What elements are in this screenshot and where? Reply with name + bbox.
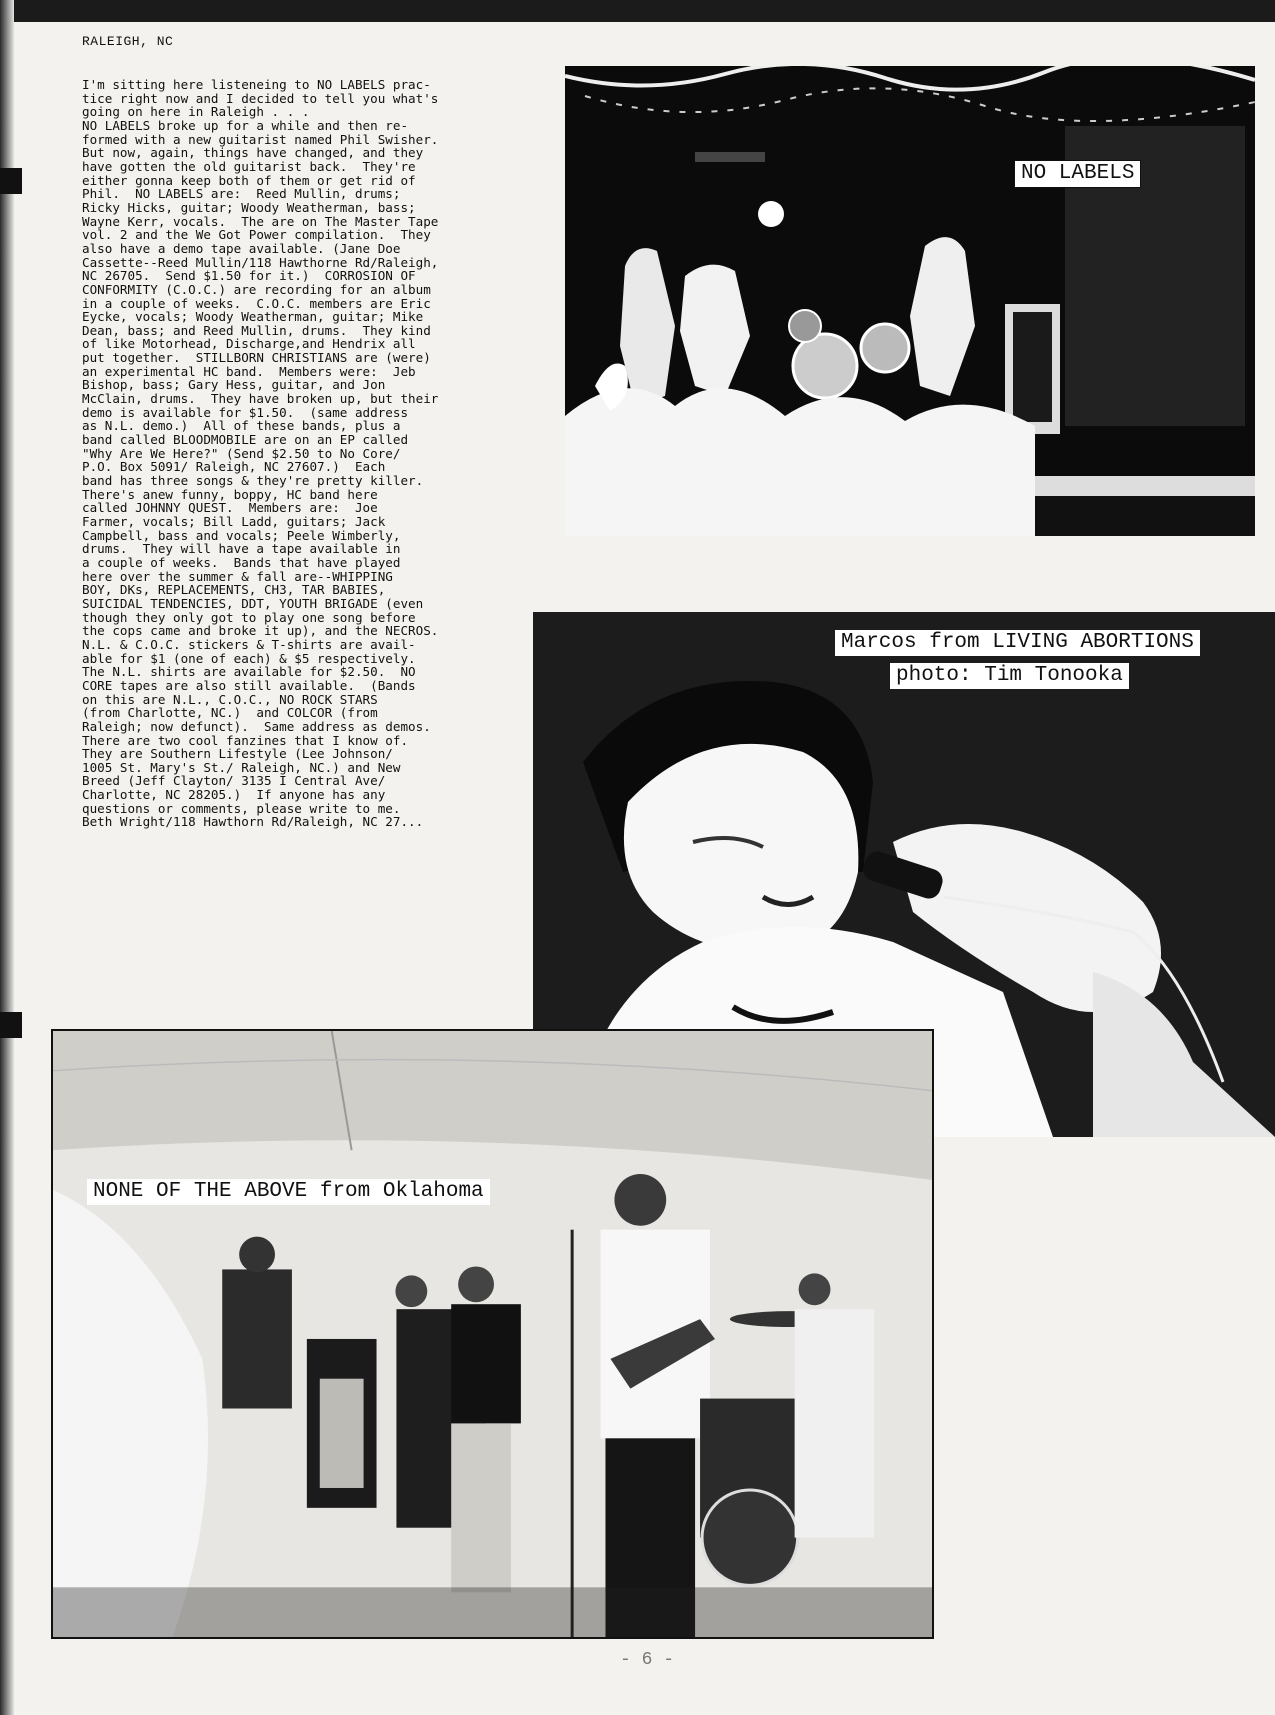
caption-photo-credit: photo: Tim Tonooka — [890, 663, 1129, 689]
article-line: questions or comments, please write to me. — [82, 800, 401, 816]
photo-no-labels-band — [565, 66, 1255, 536]
caption-marcos-name: Marcos from LIVING ABORTIONS — [835, 630, 1200, 656]
article-line: Ricky Hicks, guitar; Woody Weatherman, bass; — [82, 199, 416, 215]
article-line: Charlotte, NC 28205.) If anyone has any — [82, 787, 386, 803]
article-line: (from Charlotte, NC.) and COLCOR (from — [82, 705, 378, 721]
caption-no-labels: NO LABELS — [1014, 160, 1141, 188]
article-line: band has three songs & they're pretty killer. — [82, 473, 424, 489]
article-line: an experimental HC band. Members were: Jeb — [82, 363, 416, 379]
article-line: formed with a new guitarist named Phil Swisher. — [82, 131, 439, 147]
article-line: the cops came and broke it up), and the NECROS. — [82, 623, 439, 639]
article-line: Eycke, vocals; Woody Weatherman, guitar; Mike — [82, 309, 424, 325]
article-line: CORE tapes are also still available. (Bands — [82, 677, 416, 693]
article-line: But now, again, things have changed, and they — [82, 145, 424, 161]
binding-staple-bottom — [0, 1012, 22, 1038]
article-line: drums. They will have a tape available in — [82, 541, 401, 557]
article-line: There are two cool fanzines that I know of. — [82, 732, 409, 748]
article-line: 1005 St. Mary's St./ Raleigh, NC.) and New — [82, 759, 401, 775]
article-line: Bishop, bass; Gary Hess, guitar, and Jon — [82, 377, 386, 393]
article-line: tice right now and I decided to tell you what's — [82, 90, 439, 106]
article-line: Breed (Jeff Clayton/ 3135 I Central Ave/ — [82, 773, 386, 789]
caption-none-of-the-above: NONE OF THE ABOVE from Oklahoma — [87, 1179, 490, 1205]
article-line: as N.L. demo.) All of these bands, plus a — [82, 418, 401, 434]
article-line: have gotten the old guitarist back. They're — [82, 158, 416, 174]
article-line: a couple of weeks. Bands that have played — [82, 554, 401, 570]
article-line: I'm sitting here listeneing to NO LABELS prac- — [82, 77, 431, 92]
article-line: here over the summer & fall are--WHIPPING — [82, 568, 393, 584]
article-line: The N.L. shirts are available for $2.50. NO — [82, 664, 416, 680]
article-line: They are Southern Lifestyle (Lee Johnson/ — [82, 746, 393, 762]
article-line: N.L. & C.O.C. stickers & T-shirts are avail- — [82, 636, 416, 652]
article-line: of like Motorhead, Discharge,and Hendrix all — [82, 336, 416, 352]
article-line: McClain, drums. They have broken up, but their — [82, 391, 439, 407]
stage-photo-illustration — [565, 66, 1255, 536]
article-line: Campbell, bass and vocals; Peele Wimberly, — [82, 527, 401, 543]
article-text — [82, 78, 530, 829]
article-line: Dean, bass; and Reed Mullin, drums. They kind — [82, 322, 431, 338]
article-line: demo is available for $1.50. (same address — [82, 404, 409, 420]
article-line: put together. STILLBORN CHRISTIANS are (were) — [82, 350, 431, 366]
article-line: able for $1 (one of each) & $5 respectively. — [82, 650, 416, 666]
page-number: - 6 - — [620, 1650, 675, 1670]
band-photo-illustration — [53, 1031, 932, 1637]
article-line: Raleigh; now defunct). Same address as demos. — [82, 718, 431, 734]
article-line: Wayne Kerr, vocals. The are on The Master Tape — [82, 213, 439, 229]
article-line: SUICIDAL TENDENCIES, DDT, YOUTH BRIGADE (even — [82, 595, 424, 611]
article-line: CONFORMITY (C.O.C.) are recording for an album — [82, 281, 431, 297]
article-line: NO LABELS broke up for a while and then re- — [82, 117, 409, 133]
article-line: on this are N.L., C.O.C., NO ROCK STARS — [82, 691, 378, 707]
article-line: BOY, DKs, REPLACEMENTS, CH3, TAR BABIES, — [82, 582, 386, 598]
article-line: Cassette--Reed Mullin/118 Hawthorne Rd/Raleigh, — [82, 254, 439, 270]
article-line: also have a demo tape available. (Jane Doe — [82, 240, 401, 256]
article-line: Phil. NO LABELS are: Reed Mullin, drums; — [82, 186, 401, 202]
article-line: "Why Are We Here?" (Send $2.50 to No Core/ — [82, 445, 401, 461]
binding-staple-top — [0, 168, 22, 194]
photo-none-of-the-above — [51, 1029, 934, 1639]
page-binding-edge — [0, 0, 14, 1715]
article-line: going on here in Raleigh . . . — [82, 104, 310, 120]
article-line: though they only got to play one song before — [82, 609, 416, 625]
article-line: called JOHNNY QUEST. Members are: Joe — [82, 500, 378, 516]
article-line: Farmer, vocals; Bill Ladd, guitars; Jack — [82, 514, 386, 529]
location-header: RALEIGH, NC — [82, 34, 174, 49]
article-line: P.O. Box 5091/ Raleigh, NC 27607.) Each — [82, 459, 386, 475]
article-line: band called BLOODMOBILE are on an EP called — [82, 432, 409, 448]
article-line: Beth Wright/118 Hawthorn Rd/Raleigh, NC 27... — [82, 814, 424, 830]
page-top-edge — [0, 0, 1275, 22]
article-line: There's anew funny, boppy, HC band here — [82, 486, 378, 502]
article-line: either gonna keep both of them or get rid of — [82, 172, 416, 188]
article-line: NC 26705. Send $1.50 for it.) CORROSION OF — [82, 268, 416, 284]
article-line: vol. 2 and the We Got Power compilation. They — [82, 227, 431, 243]
article-line: in a couple of weeks. C.O.C. members are Eric — [82, 295, 431, 311]
